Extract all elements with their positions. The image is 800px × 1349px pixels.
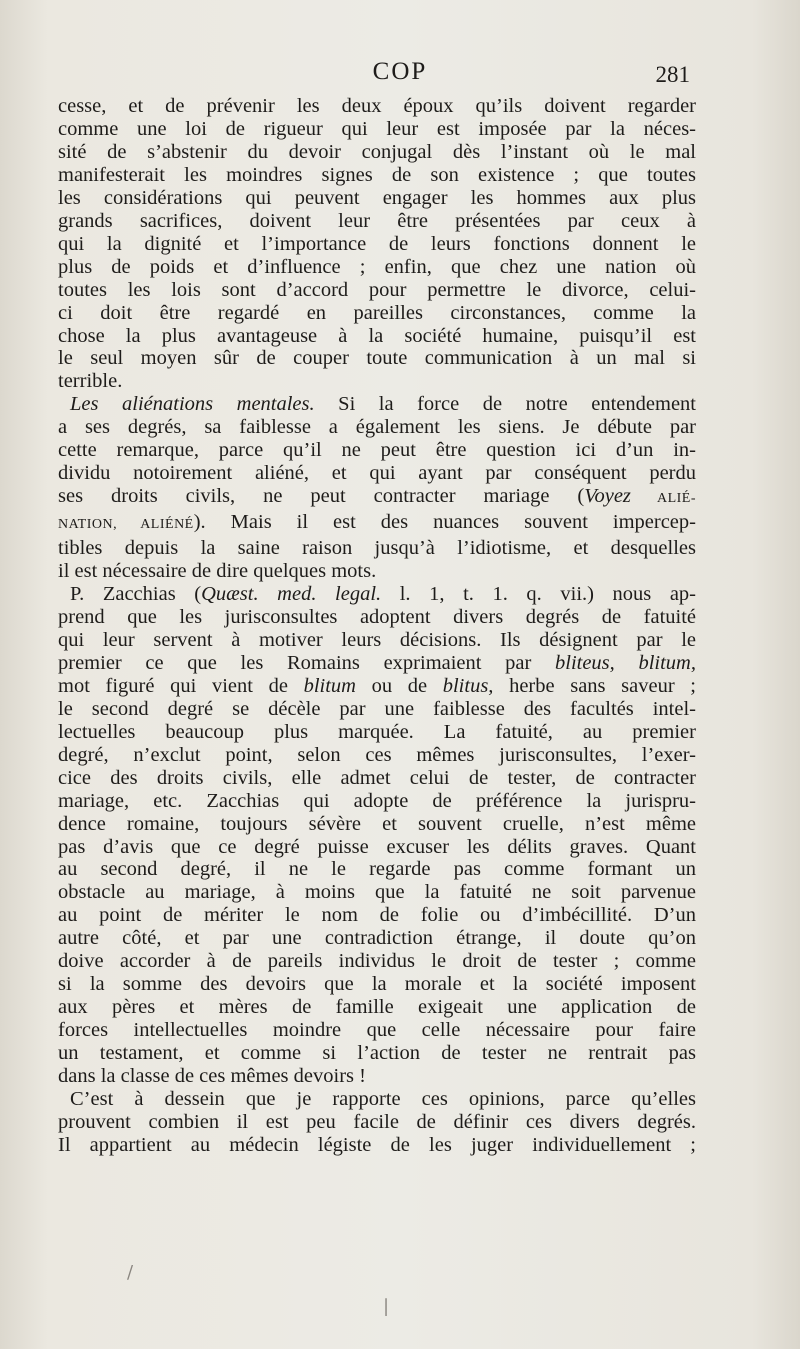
text-line (58, 118, 696, 141)
text-line (58, 325, 696, 348)
page-number: 281 (655, 62, 690, 87)
text-line (58, 210, 696, 233)
text-line (58, 1019, 696, 1042)
line-text: a ses degrés, sa faiblesse a également les siens. Je débute par (58, 416, 696, 439)
text-line (58, 95, 696, 118)
italic-text: Les aliénations mentales. (70, 393, 315, 416)
line-text: Si la force de notre entendement (314, 393, 696, 416)
text-line (58, 347, 696, 370)
line-text: premier ce que les Romains exprimaient par (58, 651, 555, 674)
italic-text: Quæst. med. legal. (201, 583, 382, 606)
text-line (58, 858, 696, 881)
line-text: ci doit être regardé en pareilles circonstances, comme la (58, 301, 696, 324)
line-text: autre côté, et par une contradiction étrange, il doute qu’on (58, 927, 696, 950)
text-line (58, 1111, 696, 1134)
margin-mark: | (383, 1296, 390, 1317)
text-line (58, 790, 696, 813)
line-text: herbe sans saveur ; (493, 674, 697, 697)
line-text: mot figuré qui vient de (58, 674, 304, 697)
text-line (58, 141, 696, 164)
line-text: lectuelles beaucoup plus marquée. La fatuité, au premier (58, 720, 696, 743)
line-text: dividu notoirement aliéné, et qui ayant par conséquent perdu (58, 462, 696, 485)
line-text: sité de s’abstenir du devoir conjugal dès l’instant où le mal (58, 140, 696, 163)
text-line (58, 164, 696, 187)
line-text: mariage, etc. Zacchias qui adopte de préférence la jurispru- (58, 789, 696, 812)
text-line (58, 675, 696, 698)
text-line (58, 1134, 696, 1157)
line-text: dence romaine, toujours sévère et souvent cruelle, n’est même (58, 812, 696, 835)
margin-mark: / (127, 1262, 134, 1283)
line-text: qui leur servent à motiver leurs décisions. Ils désignent par le (58, 628, 696, 651)
text-line (58, 927, 696, 950)
line-text: au point de mériter le nom de folie ou d’imbécillité. D’un (58, 904, 696, 927)
small-caps-text: ALIÉ- (630, 491, 696, 507)
italic-text: bliteus, blitum, (555, 651, 696, 674)
text-line (58, 813, 696, 836)
line-text: obstacle au mariage, à moins que la fatuité ne soit parvenue (58, 881, 696, 904)
text-line (58, 606, 696, 629)
text-line (58, 302, 696, 325)
line-text: le seul moyen sûr de couper toute communication à un mal si (58, 347, 696, 370)
line-text: les considérations qui peuvent engager les hommes aux plus (58, 186, 696, 209)
line-text: au second degré, il ne le regarde pas comme formant un (58, 858, 696, 881)
italic-text: blitum (303, 674, 356, 697)
text-line (58, 279, 696, 302)
text-line (58, 416, 696, 439)
line-text: dans la classe de ces mêmes devoirs ! (58, 1065, 366, 1088)
line-text: prouvent combien il est peu facile de définir ces divers degrés. (58, 1110, 696, 1133)
text-line (58, 950, 696, 973)
line-text: il est nécessaire de dire quelques mots. (58, 560, 377, 583)
line-text: le second degré se décèle par une faiblesse des facultés intel- (58, 697, 696, 720)
line-text: Il appartient au médecin légiste de les juger individuellement ; (58, 1133, 696, 1156)
line-text: P. Zacchias ( (70, 583, 202, 606)
text-line (58, 698, 696, 721)
text-line (58, 256, 696, 279)
line-text: aux pères et mères de famille exigeait une application de (58, 996, 696, 1019)
line-text: cesse, et de prévenir les deux époux qu’ils doivent regarder (58, 95, 696, 117)
line-text: forces intellectuelles moindre que celle nécessaire pour faire (58, 1019, 696, 1042)
text-line (58, 744, 696, 767)
line-text: degré, n’exclut point, selon ces mêmes jurisconsultes, l’exer- (58, 743, 696, 766)
line-text: tibles depuis la saine raison jusqu’à l’idiotisme, et desquelles (58, 537, 696, 560)
small-caps-text: NATION, ALIÉNÉ (58, 517, 194, 533)
text-line (58, 560, 696, 583)
line-text: prend que les jurisconsultes adoptent divers degrés de fatuité (58, 605, 696, 628)
line-text: manifesterait les moindres signes de son existence ; que toutes (58, 163, 696, 186)
text-line (58, 629, 696, 652)
text-line (58, 721, 696, 744)
text-line (58, 881, 696, 904)
line-text: toutes les lois sont d’accord pour permettre le divorce, celui- (58, 278, 696, 301)
text-line (58, 462, 696, 485)
page-header (0, 58, 800, 92)
text-line (58, 187, 696, 210)
line-text: cice des droits civils, elle admet celui de tester, de contracter (58, 766, 696, 789)
text-line (58, 1042, 696, 1065)
line-text: un testament, et comme si l’action de tester ne rentrait pas (58, 1042, 696, 1065)
text-line (58, 485, 696, 511)
line-text: terrible. (58, 370, 123, 393)
line-text: C’est à dessein que je rapporte ces opinions, parce qu’elles (70, 1087, 696, 1110)
line-text: l. 1, t. 1. q. vii.) nous ap- (381, 583, 697, 606)
italic-text: Voyez (584, 485, 631, 508)
line-text: comme une loi de rigueur qui leur est imposée par la néces- (58, 117, 696, 140)
text-line (58, 583, 696, 606)
text-line (58, 996, 696, 1019)
line-text: qui la dignité et l’importance de leurs fonctions donnent le (58, 232, 696, 255)
line-text: ). Mais il est des nuances souvent impercep- (193, 511, 696, 534)
text-line (58, 652, 696, 675)
page-body (58, 95, 696, 1157)
italic-text: blitus, (442, 674, 494, 697)
running-head: COP (372, 58, 428, 85)
line-text: si la somme des devoirs que la morale et la société imposent (58, 973, 696, 996)
text-line (58, 370, 696, 393)
line-text: pas d’avis que ce degré puisse excuser les délits graves. Quant (58, 835, 696, 858)
text-line (58, 767, 696, 790)
text-line (58, 1088, 696, 1111)
line-text: chose la plus avantageuse à la société humaine, puisqu’il est (58, 324, 696, 347)
text-line (58, 233, 696, 256)
line-text: ou de (355, 674, 443, 697)
line-text: doive accorder à de pareils individus le droit de tester ; comme (58, 950, 696, 973)
text-line (58, 836, 696, 859)
line-text: ses droits civils, ne peut contracter mariage ( (58, 485, 585, 508)
text-line (58, 1065, 696, 1088)
text-line (58, 904, 696, 927)
line-text: grands sacrifices, doivent leur être présentées par ceux à (58, 209, 696, 232)
text-line (58, 393, 696, 416)
text-line (58, 511, 696, 537)
text-line (58, 973, 696, 996)
line-text: cette remarque, parce qu’il ne peut être question ici d’un in- (58, 439, 696, 462)
line-text: plus de poids et d’influence ; enfin, que chez une nation où (58, 255, 696, 278)
text-line (58, 439, 696, 462)
text-line (58, 537, 696, 560)
